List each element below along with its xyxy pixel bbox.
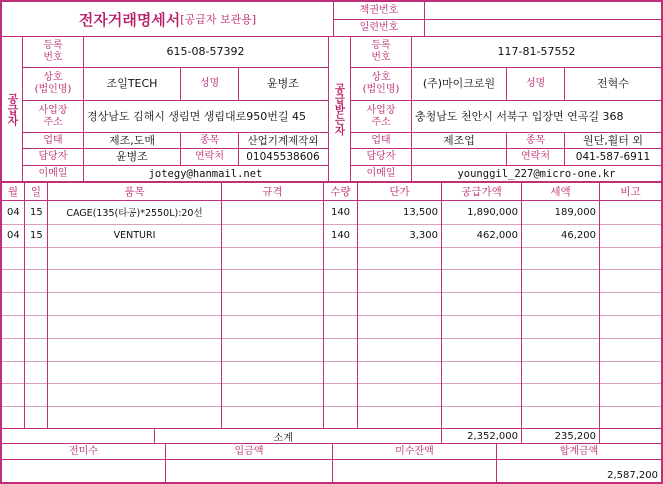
cell-day [25, 269, 47, 292]
supplier-email-label: 이메일 [38, 167, 68, 179]
cell-item [48, 315, 221, 338]
cell-qty [324, 406, 357, 429]
cell-note [600, 383, 661, 406]
serial-no-value [425, 19, 661, 36]
cell-unit-price [358, 292, 441, 315]
cell-month: 04 [7, 206, 20, 218]
supplier-address: 경상남도 김해시 생림면 생림대로950번길 45 [87, 109, 306, 123]
cell-day [25, 406, 47, 429]
cell-item: VENTURI [113, 229, 156, 241]
supplier-manager: 윤병조 [116, 150, 148, 163]
title-block [2, 2, 333, 36]
header-spec: 규격 [262, 185, 283, 198]
supplier-reg-no: 615-08-57392 [166, 45, 245, 58]
table-row [2, 315, 661, 338]
supplier-side-label: 공급자 [6, 92, 19, 126]
cell-item [48, 292, 221, 315]
cell-spec [222, 406, 323, 429]
book-no-value [425, 2, 661, 19]
cell-day [25, 361, 47, 384]
cell-item [48, 269, 221, 292]
cell-note [600, 361, 661, 384]
cell-supply [442, 247, 521, 270]
cell-month [2, 292, 24, 315]
cell-spec [222, 338, 323, 361]
cell-spec [222, 292, 323, 315]
table-row [2, 201, 661, 224]
page-title: 전자거래명세서 [78, 10, 181, 29]
cell-month [2, 361, 24, 384]
book-no-label: 책권번호 [359, 4, 399, 16]
cell-note [600, 201, 661, 224]
cell-month [2, 338, 24, 361]
buyer-address-label: 사업장 주소 [366, 104, 396, 128]
cell-spec [222, 361, 323, 384]
cell-note [600, 315, 661, 338]
table-row [2, 269, 661, 292]
cell-spec [222, 247, 323, 270]
buyer-contact-label: 연락처 [521, 151, 550, 162]
cell-unit-price [358, 361, 441, 384]
supplier-email[interactable]: jotegy@hanmail.net [148, 167, 263, 180]
supplier-manager-label: 담당자 [38, 151, 68, 162]
subtotal-supply: 2,352,000 [467, 430, 518, 442]
header-note: 비고 [620, 185, 641, 198]
cell-item [48, 247, 221, 270]
cell-note [600, 269, 661, 292]
unpaid-balance-value [333, 460, 496, 482]
cell-spec [222, 269, 323, 292]
cell-day [25, 383, 47, 406]
supplier-rep-label: 성명 [199, 78, 220, 89]
received-value [166, 460, 332, 482]
cell-month [2, 269, 24, 292]
cell-supply [442, 315, 521, 338]
supplier-item-label: 종목 [199, 134, 220, 146]
cell-month [2, 406, 24, 429]
table-row [2, 338, 661, 361]
cell-qty: 140 [330, 229, 351, 241]
cell-supply [442, 383, 521, 406]
supplier-contact-label: 연락처 [195, 151, 224, 162]
cell-qty [324, 361, 357, 384]
total-value: 2,587,200 [607, 470, 658, 481]
buyer-manager-label: 담당자 [366, 151, 396, 162]
buyer-rep: 전혁수 [597, 77, 629, 90]
serial-no-label: 일련번호 [359, 21, 399, 33]
header-qty: 수량 [330, 185, 351, 198]
cell-note [600, 338, 661, 361]
cell-supply: 462,000 [476, 229, 518, 241]
cell-day [25, 315, 47, 338]
cell-month [2, 247, 24, 270]
received-label: 입금액 [234, 445, 264, 457]
cell-month [2, 383, 24, 406]
buyer-business: 제조업 [443, 133, 475, 147]
cell-day: 15 [30, 206, 43, 218]
cell-qty [324, 247, 357, 270]
page-subtitle: [공급자 보관용] [180, 13, 257, 26]
cell-day [25, 247, 47, 270]
cell-note [600, 224, 661, 247]
buyer-address: 충청남도 천안시 서북구 입장면 연곡길 368 [415, 109, 624, 123]
cell-item: CAGE(135(타공)*2550L):20선 [66, 208, 203, 220]
supplier-business-label: 업태 [43, 134, 63, 146]
header-unit-price: 단가 [389, 185, 410, 198]
table-row [2, 361, 661, 384]
cell-supply [442, 338, 521, 361]
unpaid-prev-value [2, 460, 165, 482]
cell-day [25, 338, 47, 361]
header-day: 일 [30, 185, 42, 198]
supplier-address-label: 사업장 주소 [38, 104, 68, 128]
buyer-company-label: 상호 (법인명) [362, 72, 400, 95]
cell-day [25, 292, 47, 315]
cell-qty [324, 269, 357, 292]
header-supply: 공급가액 [461, 185, 502, 198]
cell-tax [522, 406, 599, 429]
cell-unit-price: 3,300 [409, 229, 438, 241]
cell-tax [522, 292, 599, 315]
cell-tax [522, 361, 599, 384]
cell-supply [442, 406, 521, 429]
cell-note [600, 292, 661, 315]
buyer-item-label: 종목 [525, 134, 546, 146]
cell-month [2, 315, 24, 338]
cell-spec [222, 201, 323, 224]
buyer-manager [412, 149, 506, 165]
cell-qty [324, 338, 357, 361]
supplier-contact: 01045538606 [246, 151, 320, 163]
items-table [2, 183, 661, 428]
cell-supply [442, 269, 521, 292]
buyer-company: (주)마이크로원 [422, 77, 496, 90]
cell-qty [324, 315, 357, 338]
cell-note [600, 247, 661, 270]
buyer-business-label: 업태 [371, 134, 391, 146]
supplier-rep: 윤병조 [267, 77, 299, 90]
cell-tax [522, 247, 599, 270]
cell-unit-price [358, 338, 441, 361]
header-month: 월 [7, 185, 19, 198]
cell-supply [442, 292, 521, 315]
buyer-email-label: 이메일 [366, 167, 396, 179]
cell-item [48, 383, 221, 406]
subtotal-label: 소계 [273, 432, 293, 444]
unpaid-balance-label: 미수잔액 [395, 445, 434, 457]
buyer-reg-no-label: 등록 번호 [371, 40, 391, 63]
cell-tax [522, 383, 599, 406]
supplier-business: 제조,도매 [108, 133, 155, 147]
total-label: 합계금액 [559, 445, 599, 457]
cell-spec [222, 315, 323, 338]
cell-month: 04 [7, 229, 20, 241]
cell-unit-price [358, 315, 441, 338]
supplier-company-label: 상호 (법인명) [34, 72, 72, 95]
supplier-reg-no-label: 등록 번호 [43, 40, 63, 63]
table-row [2, 406, 661, 429]
table-row [2, 224, 661, 247]
cell-unit-price: 13,500 [403, 206, 438, 218]
supplier-item: 산업기계제작외 [247, 134, 319, 147]
cell-tax: 46,200 [561, 229, 596, 241]
table-row [2, 292, 661, 315]
cell-note [600, 406, 661, 429]
table-row [2, 383, 661, 406]
cell-supply: 1,890,000 [467, 206, 518, 218]
cell-qty [324, 292, 357, 315]
buyer-contact: 041-587-6911 [575, 151, 651, 163]
buyer-side-label: 공급받는자 [333, 82, 346, 136]
cell-supply [442, 361, 521, 384]
cell-qty [324, 383, 357, 406]
header-tax: 세액 [550, 185, 571, 198]
cell-item [48, 406, 221, 429]
subtotal-tax: 235,200 [554, 430, 596, 442]
cell-item [48, 338, 221, 361]
cell-unit-price [358, 383, 441, 406]
cell-qty: 140 [330, 206, 351, 218]
cell-tax: 189,000 [554, 206, 596, 218]
cell-tax [522, 315, 599, 338]
buyer-rep-label: 성명 [525, 78, 546, 89]
buyer-email[interactable]: younggil_227@micro-one.kr [457, 167, 616, 180]
cell-spec [222, 224, 323, 247]
cell-unit-price [358, 247, 441, 270]
cell-item [48, 361, 221, 384]
cell-tax [522, 338, 599, 361]
header-item: 품목 [124, 185, 145, 198]
cell-unit-price [358, 406, 441, 429]
cell-spec [222, 383, 323, 406]
cell-tax [522, 269, 599, 292]
cell-unit-price [358, 269, 441, 292]
supplier-company: 조일TECH [106, 77, 158, 90]
buyer-item: 원단,휠터 외 [582, 133, 644, 147]
cell-day: 15 [30, 229, 43, 241]
unpaid-prev-label: 전미수 [69, 445, 98, 457]
buyer-reg-no: 117-81-57552 [497, 45, 576, 58]
table-row [2, 247, 661, 270]
